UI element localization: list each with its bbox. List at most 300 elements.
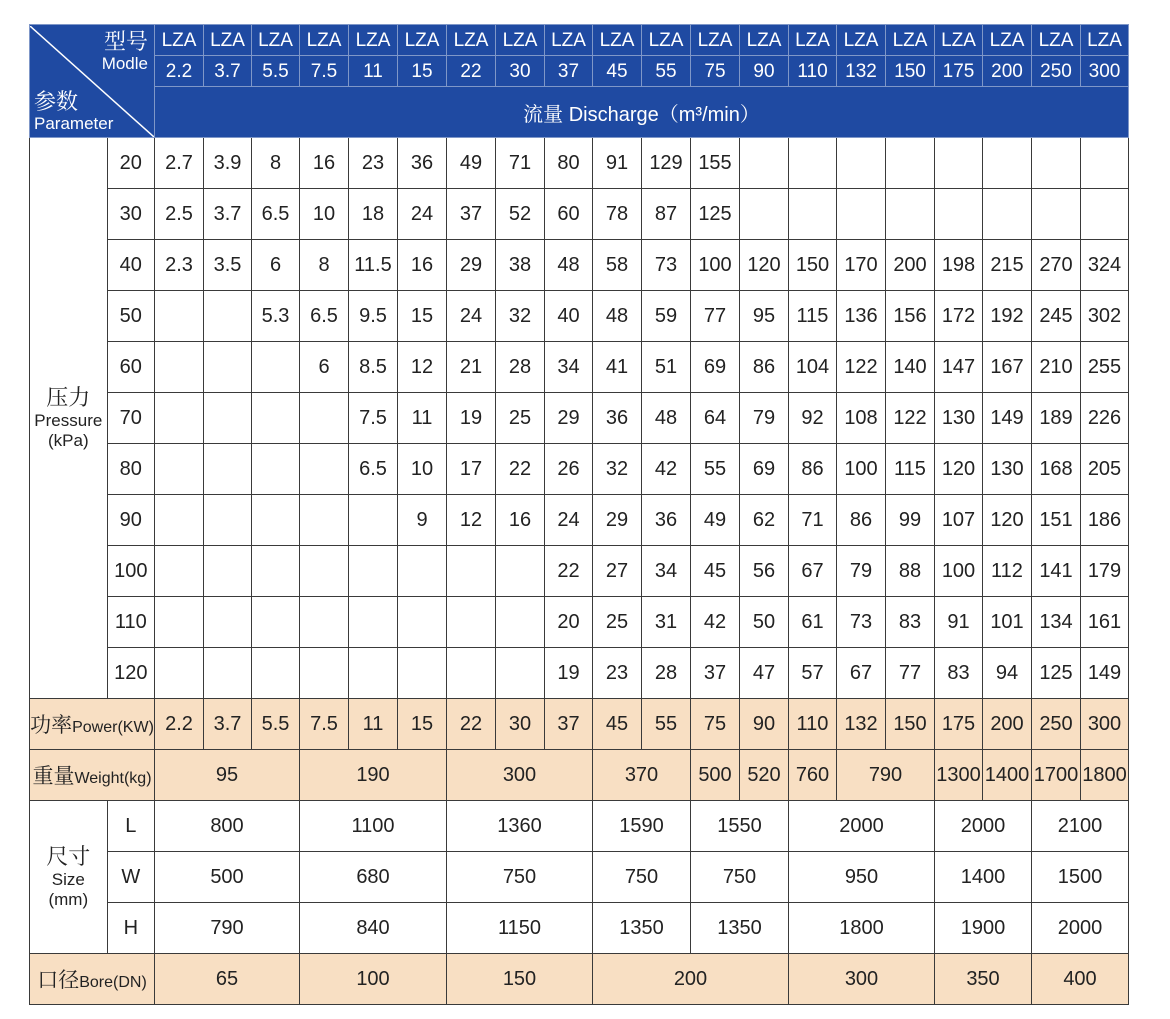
discharge-cell: 49 — [447, 138, 496, 189]
bore-row-value-cell: 350 — [935, 954, 1032, 1005]
discharge-cell: 10 — [300, 189, 349, 240]
discharge-cell: 125 — [691, 189, 740, 240]
discharge-cell: 60 — [545, 189, 593, 240]
model-number-cell: 110 — [789, 56, 837, 87]
size-value-cell: 1590 — [593, 801, 691, 852]
discharge-cell: 112 — [983, 546, 1032, 597]
discharge-cell: 141 — [1032, 546, 1081, 597]
discharge-cell: 73 — [642, 240, 691, 291]
discharge-cell: 129 — [642, 138, 691, 189]
discharge-cell: 150 — [789, 240, 837, 291]
power-row-value-cell: 300 — [1081, 699, 1129, 750]
discharge-cell: 125 — [1032, 648, 1081, 699]
discharge-cell: 170 — [837, 240, 886, 291]
discharge-cell: 86 — [789, 444, 837, 495]
discharge-cell: 115 — [886, 444, 935, 495]
discharge-cell: 28 — [496, 342, 545, 393]
discharge-cell: 28 — [642, 648, 691, 699]
discharge-cell: 32 — [593, 444, 642, 495]
discharge-cell — [300, 597, 349, 648]
discharge-cell — [204, 546, 252, 597]
pressure-row — [30, 342, 1129, 393]
pressure-row — [30, 291, 1129, 342]
discharge-cell: 34 — [642, 546, 691, 597]
bore-row-value-cell: 150 — [447, 954, 593, 1005]
discharge-cell: 136 — [837, 291, 886, 342]
discharge-cell — [252, 444, 300, 495]
size-unit: (mm) — [48, 890, 89, 909]
power-row-value-cell: 7.5 — [300, 699, 349, 750]
discharge-cell — [447, 648, 496, 699]
model-number-cell: 45 — [593, 56, 642, 87]
model-number-cell: 250 — [1032, 56, 1081, 87]
weight-row-label — [30, 750, 155, 801]
size-value-cell: 1400 — [935, 852, 1032, 903]
discharge-cell: 24 — [398, 189, 447, 240]
discharge-cell — [349, 597, 398, 648]
power-row-label-en: Power(KW) — [72, 719, 154, 736]
model-prefix-cell: LZA — [496, 25, 545, 56]
discharge-cell — [155, 648, 204, 699]
discharge-cell — [1081, 138, 1129, 189]
power-row-value-cell: 110 — [789, 699, 837, 750]
discharge-cell: 16 — [496, 495, 545, 546]
discharge-cell — [204, 342, 252, 393]
model-number-cell: 90 — [740, 56, 789, 87]
pressure-label-en: Pressure — [34, 411, 103, 430]
discharge-cell: 69 — [740, 444, 789, 495]
discharge-cell: 179 — [1081, 546, 1129, 597]
bore-row-value-cell: 100 — [300, 954, 447, 1005]
pressure-value-cell: 40 — [107, 240, 154, 291]
discharge-cell: 95 — [740, 291, 789, 342]
weight-row-value-cell: 1800 — [1081, 750, 1129, 801]
weight-row-value-cell: 790 — [837, 750, 935, 801]
size-dimension-label: L — [107, 801, 154, 852]
model-header-row — [30, 25, 1129, 56]
discharge-cell: 115 — [789, 291, 837, 342]
discharge-cell: 245 — [1032, 291, 1081, 342]
discharge-cell — [789, 189, 837, 240]
discharge-cell: 57 — [789, 648, 837, 699]
discharge-cell: 37 — [691, 648, 740, 699]
bore-row-label-en: Bore(DN) — [79, 974, 147, 991]
discharge-cell — [300, 546, 349, 597]
discharge-cell: 10 — [398, 444, 447, 495]
discharge-cell: 36 — [398, 138, 447, 189]
discharge-cell: 108 — [837, 393, 886, 444]
discharge-cell: 122 — [837, 342, 886, 393]
discharge-cell: 62 — [740, 495, 789, 546]
discharge-cell: 2.3 — [155, 240, 204, 291]
bore-row — [30, 954, 1129, 1005]
pressure-row — [30, 648, 1129, 699]
discharge-heading: 流量 Discharge（m³/min） — [155, 87, 1129, 138]
model-number-cell: 150 — [886, 56, 935, 87]
size-value-cell: 1150 — [447, 903, 593, 954]
model-prefix-cell: LZA — [593, 25, 642, 56]
pressure-row — [30, 597, 1129, 648]
pressure-value-cell: 90 — [107, 495, 154, 546]
discharge-cell: 168 — [1032, 444, 1081, 495]
discharge-cell: 40 — [545, 291, 593, 342]
discharge-cell: 77 — [691, 291, 740, 342]
discharge-cell: 3.5 — [204, 240, 252, 291]
weight-row-value-cell: 520 — [740, 750, 789, 801]
discharge-cell: 48 — [593, 291, 642, 342]
discharge-cell: 42 — [691, 597, 740, 648]
size-value-cell: 750 — [593, 852, 691, 903]
discharge-cell: 27 — [593, 546, 642, 597]
model-heading-cn: 型号 — [103, 28, 148, 54]
model-prefix-cell: LZA — [935, 25, 983, 56]
discharge-cell — [252, 546, 300, 597]
discharge-cell — [204, 495, 252, 546]
pressure-value-cell: 30 — [107, 189, 154, 240]
discharge-cell: 120 — [935, 444, 983, 495]
discharge-cell: 64 — [691, 393, 740, 444]
power-row-value-cell: 37 — [545, 699, 593, 750]
model-prefix-cell: LZA — [1081, 25, 1129, 56]
power-row-value-cell: 132 — [837, 699, 886, 750]
pressure-value-cell: 20 — [107, 138, 154, 189]
discharge-cell: 48 — [642, 393, 691, 444]
discharge-cell: 29 — [447, 240, 496, 291]
size-value-cell: 750 — [447, 852, 593, 903]
discharge-cell: 73 — [837, 597, 886, 648]
pressure-value-cell: 120 — [107, 648, 154, 699]
discharge-cell: 91 — [935, 597, 983, 648]
discharge-cell: 205 — [1081, 444, 1129, 495]
size-label-cn: 尺寸 — [46, 844, 91, 869]
model-prefix-cell: LZA — [300, 25, 349, 56]
discharge-cell: 120 — [983, 495, 1032, 546]
discharge-cell: 270 — [1032, 240, 1081, 291]
pressure-value-cell: 50 — [107, 291, 154, 342]
power-row-value-cell: 175 — [935, 699, 983, 750]
discharge-cell: 172 — [935, 291, 983, 342]
model-number-cell: 132 — [837, 56, 886, 87]
model-prefix-cell: LZA — [1032, 25, 1081, 56]
discharge-cell — [155, 342, 204, 393]
discharge-cell: 61 — [789, 597, 837, 648]
discharge-cell: 87 — [642, 189, 691, 240]
discharge-cell: 198 — [935, 240, 983, 291]
discharge-cell — [886, 138, 935, 189]
discharge-cell — [155, 393, 204, 444]
model-prefix-cell: LZA — [642, 25, 691, 56]
power-row-value-cell: 150 — [886, 699, 935, 750]
discharge-cell: 86 — [837, 495, 886, 546]
model-number-cell: 7.5 — [300, 56, 349, 87]
power-row-label — [30, 699, 155, 750]
discharge-cell: 20 — [545, 597, 593, 648]
discharge-cell — [155, 444, 204, 495]
weight-row-value-cell: 370 — [593, 750, 691, 801]
weight-row-value-cell: 95 — [155, 750, 300, 801]
pressure-row — [30, 138, 1129, 189]
model-heading — [101, 28, 148, 75]
discharge-cell: 255 — [1081, 342, 1129, 393]
model-prefix-cell: LZA — [398, 25, 447, 56]
model-prefix-cell: LZA — [789, 25, 837, 56]
discharge-cell: 11.5 — [349, 240, 398, 291]
discharge-cell — [1032, 189, 1081, 240]
weight-row-value-cell: 1300 — [935, 750, 983, 801]
power-row-value-cell: 11 — [349, 699, 398, 750]
discharge-cell — [204, 648, 252, 699]
bore-row-label-cn: 口径 — [37, 969, 80, 992]
discharge-cell: 32 — [496, 291, 545, 342]
discharge-cell: 58 — [593, 240, 642, 291]
discharge-cell: 16 — [398, 240, 447, 291]
model-number-cell: 37 — [545, 56, 593, 87]
weight-row-value-cell: 760 — [789, 750, 837, 801]
model-number-cell: 175 — [935, 56, 983, 87]
discharge-cell — [447, 546, 496, 597]
size-dimension-label: H — [107, 903, 154, 954]
pressure-value-cell: 80 — [107, 444, 154, 495]
pressure-unit: (kPa) — [47, 431, 89, 450]
size-value-cell: 1100 — [300, 801, 447, 852]
discharge-cell: 99 — [886, 495, 935, 546]
weight-row-value-cell: 1400 — [983, 750, 1032, 801]
discharge-cell — [496, 597, 545, 648]
discharge-cell: 86 — [740, 342, 789, 393]
power-row — [30, 699, 1129, 750]
discharge-cell: 51 — [642, 342, 691, 393]
discharge-cell — [740, 138, 789, 189]
discharge-cell: 92 — [789, 393, 837, 444]
discharge-cell: 19 — [545, 648, 593, 699]
discharge-cell: 36 — [642, 495, 691, 546]
discharge-cell — [300, 444, 349, 495]
pressure-row — [30, 495, 1129, 546]
discharge-cell: 8 — [252, 138, 300, 189]
size-value-cell: 500 — [155, 852, 300, 903]
discharge-cell: 25 — [593, 597, 642, 648]
discharge-cell — [886, 189, 935, 240]
discharge-cell: 12 — [398, 342, 447, 393]
power-row-value-cell: 22 — [447, 699, 496, 750]
discharge-cell: 15 — [398, 291, 447, 342]
pressure-label-cn: 压力 — [46, 385, 91, 410]
discharge-cell: 3.9 — [204, 138, 252, 189]
discharge-cell — [983, 138, 1032, 189]
pressure-row — [30, 444, 1129, 495]
model-number-row — [30, 56, 1129, 87]
model-number-cell: 2.2 — [155, 56, 204, 87]
model-number-cell: 300 — [1081, 56, 1129, 87]
discharge-cell — [496, 648, 545, 699]
pressure-value-cell: 110 — [107, 597, 154, 648]
model-prefix-cell: LZA — [447, 25, 496, 56]
discharge-cell — [398, 546, 447, 597]
model-prefix-cell: LZA — [837, 25, 886, 56]
discharge-cell — [155, 597, 204, 648]
model-prefix-cell: LZA — [983, 25, 1032, 56]
discharge-cell: 324 — [1081, 240, 1129, 291]
discharge-cell: 47 — [740, 648, 789, 699]
size-value-cell: 2000 — [789, 801, 935, 852]
discharge-cell — [398, 597, 447, 648]
discharge-cell — [398, 648, 447, 699]
discharge-cell — [740, 189, 789, 240]
discharge-cell — [496, 546, 545, 597]
size-value-cell: 680 — [300, 852, 447, 903]
discharge-cell: 107 — [935, 495, 983, 546]
bore-row-value-cell: 65 — [155, 954, 300, 1005]
weight-row-value-cell: 190 — [300, 750, 447, 801]
discharge-cell: 167 — [983, 342, 1032, 393]
model-number-cell: 30 — [496, 56, 545, 87]
discharge-cell: 24 — [447, 291, 496, 342]
weight-row-label-cn: 重量 — [32, 765, 75, 788]
discharge-cell: 29 — [545, 393, 593, 444]
discharge-cell: 200 — [886, 240, 935, 291]
discharge-cell: 22 — [545, 546, 593, 597]
discharge-cell: 83 — [935, 648, 983, 699]
power-row-value-cell: 5.5 — [252, 699, 300, 750]
param-heading-en: Parameter — [34, 113, 114, 133]
discharge-cell: 38 — [496, 240, 545, 291]
discharge-cell: 101 — [983, 597, 1032, 648]
size-row — [30, 801, 1129, 852]
discharge-cell: 2.7 — [155, 138, 204, 189]
discharge-cell — [252, 648, 300, 699]
pressure-row — [30, 546, 1129, 597]
pressure-label — [30, 138, 108, 699]
model-prefix-cell: LZA — [252, 25, 300, 56]
discharge-cell: 9.5 — [349, 291, 398, 342]
pressure-row — [30, 189, 1129, 240]
discharge-cell — [252, 342, 300, 393]
weight-row-value-cell: 1700 — [1032, 750, 1081, 801]
model-prefix-cell: LZA — [204, 25, 252, 56]
model-prefix-cell: LZA — [740, 25, 789, 56]
weight-row-value-cell: 500 — [691, 750, 740, 801]
model-prefix-cell: LZA — [886, 25, 935, 56]
discharge-cell: 34 — [545, 342, 593, 393]
discharge-cell: 45 — [691, 546, 740, 597]
discharge-cell: 88 — [886, 546, 935, 597]
discharge-cell: 6 — [300, 342, 349, 393]
discharge-cell — [447, 597, 496, 648]
discharge-cell: 36 — [593, 393, 642, 444]
discharge-cell: 71 — [789, 495, 837, 546]
discharge-cell: 3.7 — [204, 189, 252, 240]
model-heading-en: Modle — [101, 53, 148, 73]
discharge-cell: 104 — [789, 342, 837, 393]
discharge-cell — [204, 291, 252, 342]
discharge-cell: 215 — [983, 240, 1032, 291]
power-row-value-cell: 55 — [642, 699, 691, 750]
power-row-value-cell: 15 — [398, 699, 447, 750]
discharge-cell — [252, 597, 300, 648]
discharge-cell: 67 — [789, 546, 837, 597]
bore-row-value-cell: 200 — [593, 954, 789, 1005]
discharge-cell — [349, 648, 398, 699]
weight-row-value-cell: 300 — [447, 750, 593, 801]
bore-row-label — [30, 954, 155, 1005]
model-prefix-cell: LZA — [545, 25, 593, 56]
discharge-cell: 8 — [300, 240, 349, 291]
discharge-cell: 55 — [691, 444, 740, 495]
model-number-cell: 11 — [349, 56, 398, 87]
size-dimension-label: W — [107, 852, 154, 903]
discharge-cell: 23 — [593, 648, 642, 699]
discharge-cell: 151 — [1032, 495, 1081, 546]
discharge-cell: 79 — [740, 393, 789, 444]
size-value-cell: 2100 — [1032, 801, 1129, 852]
size-value-cell: 1900 — [935, 903, 1032, 954]
discharge-cell: 120 — [740, 240, 789, 291]
power-row-value-cell: 2.2 — [155, 699, 204, 750]
discharge-cell: 24 — [545, 495, 593, 546]
discharge-cell: 48 — [545, 240, 593, 291]
power-row-value-cell: 30 — [496, 699, 545, 750]
power-row-value-cell: 90 — [740, 699, 789, 750]
discharge-cell — [1032, 138, 1081, 189]
size-value-cell: 2000 — [935, 801, 1032, 852]
header-corner — [30, 25, 155, 138]
discharge-cell — [300, 648, 349, 699]
discharge-cell: 100 — [837, 444, 886, 495]
discharge-cell — [252, 495, 300, 546]
discharge-cell: 2.5 — [155, 189, 204, 240]
discharge-cell — [349, 546, 398, 597]
discharge-cell: 18 — [349, 189, 398, 240]
power-row-value-cell: 75 — [691, 699, 740, 750]
discharge-cell: 41 — [593, 342, 642, 393]
pressure-value-cell: 60 — [107, 342, 154, 393]
discharge-cell — [300, 495, 349, 546]
discharge-cell: 37 — [447, 189, 496, 240]
discharge-cell: 130 — [935, 393, 983, 444]
discharge-cell: 21 — [447, 342, 496, 393]
discharge-cell: 71 — [496, 138, 545, 189]
discharge-cell: 12 — [447, 495, 496, 546]
discharge-cell: 29 — [593, 495, 642, 546]
size-value-cell: 1360 — [447, 801, 593, 852]
discharge-cell: 100 — [691, 240, 740, 291]
discharge-cell: 100 — [935, 546, 983, 597]
discharge-cell: 49 — [691, 495, 740, 546]
discharge-cell: 69 — [691, 342, 740, 393]
size-value-cell: 840 — [300, 903, 447, 954]
discharge-cell — [155, 291, 204, 342]
bore-row-value-cell: 300 — [789, 954, 935, 1005]
discharge-cell — [935, 138, 983, 189]
size-row — [30, 903, 1129, 954]
pressure-row — [30, 240, 1129, 291]
discharge-cell: 149 — [1081, 648, 1129, 699]
discharge-cell: 83 — [886, 597, 935, 648]
discharge-cell — [837, 138, 886, 189]
pressure-value-cell: 70 — [107, 393, 154, 444]
discharge-cell: 155 — [691, 138, 740, 189]
size-value-cell: 750 — [691, 852, 789, 903]
power-row-value-cell: 250 — [1032, 699, 1081, 750]
discharge-cell — [983, 189, 1032, 240]
discharge-cell: 67 — [837, 648, 886, 699]
discharge-cell: 5.3 — [252, 291, 300, 342]
discharge-cell — [204, 444, 252, 495]
weight-row — [30, 750, 1129, 801]
discharge-cell: 26 — [545, 444, 593, 495]
discharge-cell: 23 — [349, 138, 398, 189]
size-value-cell: 950 — [789, 852, 935, 903]
